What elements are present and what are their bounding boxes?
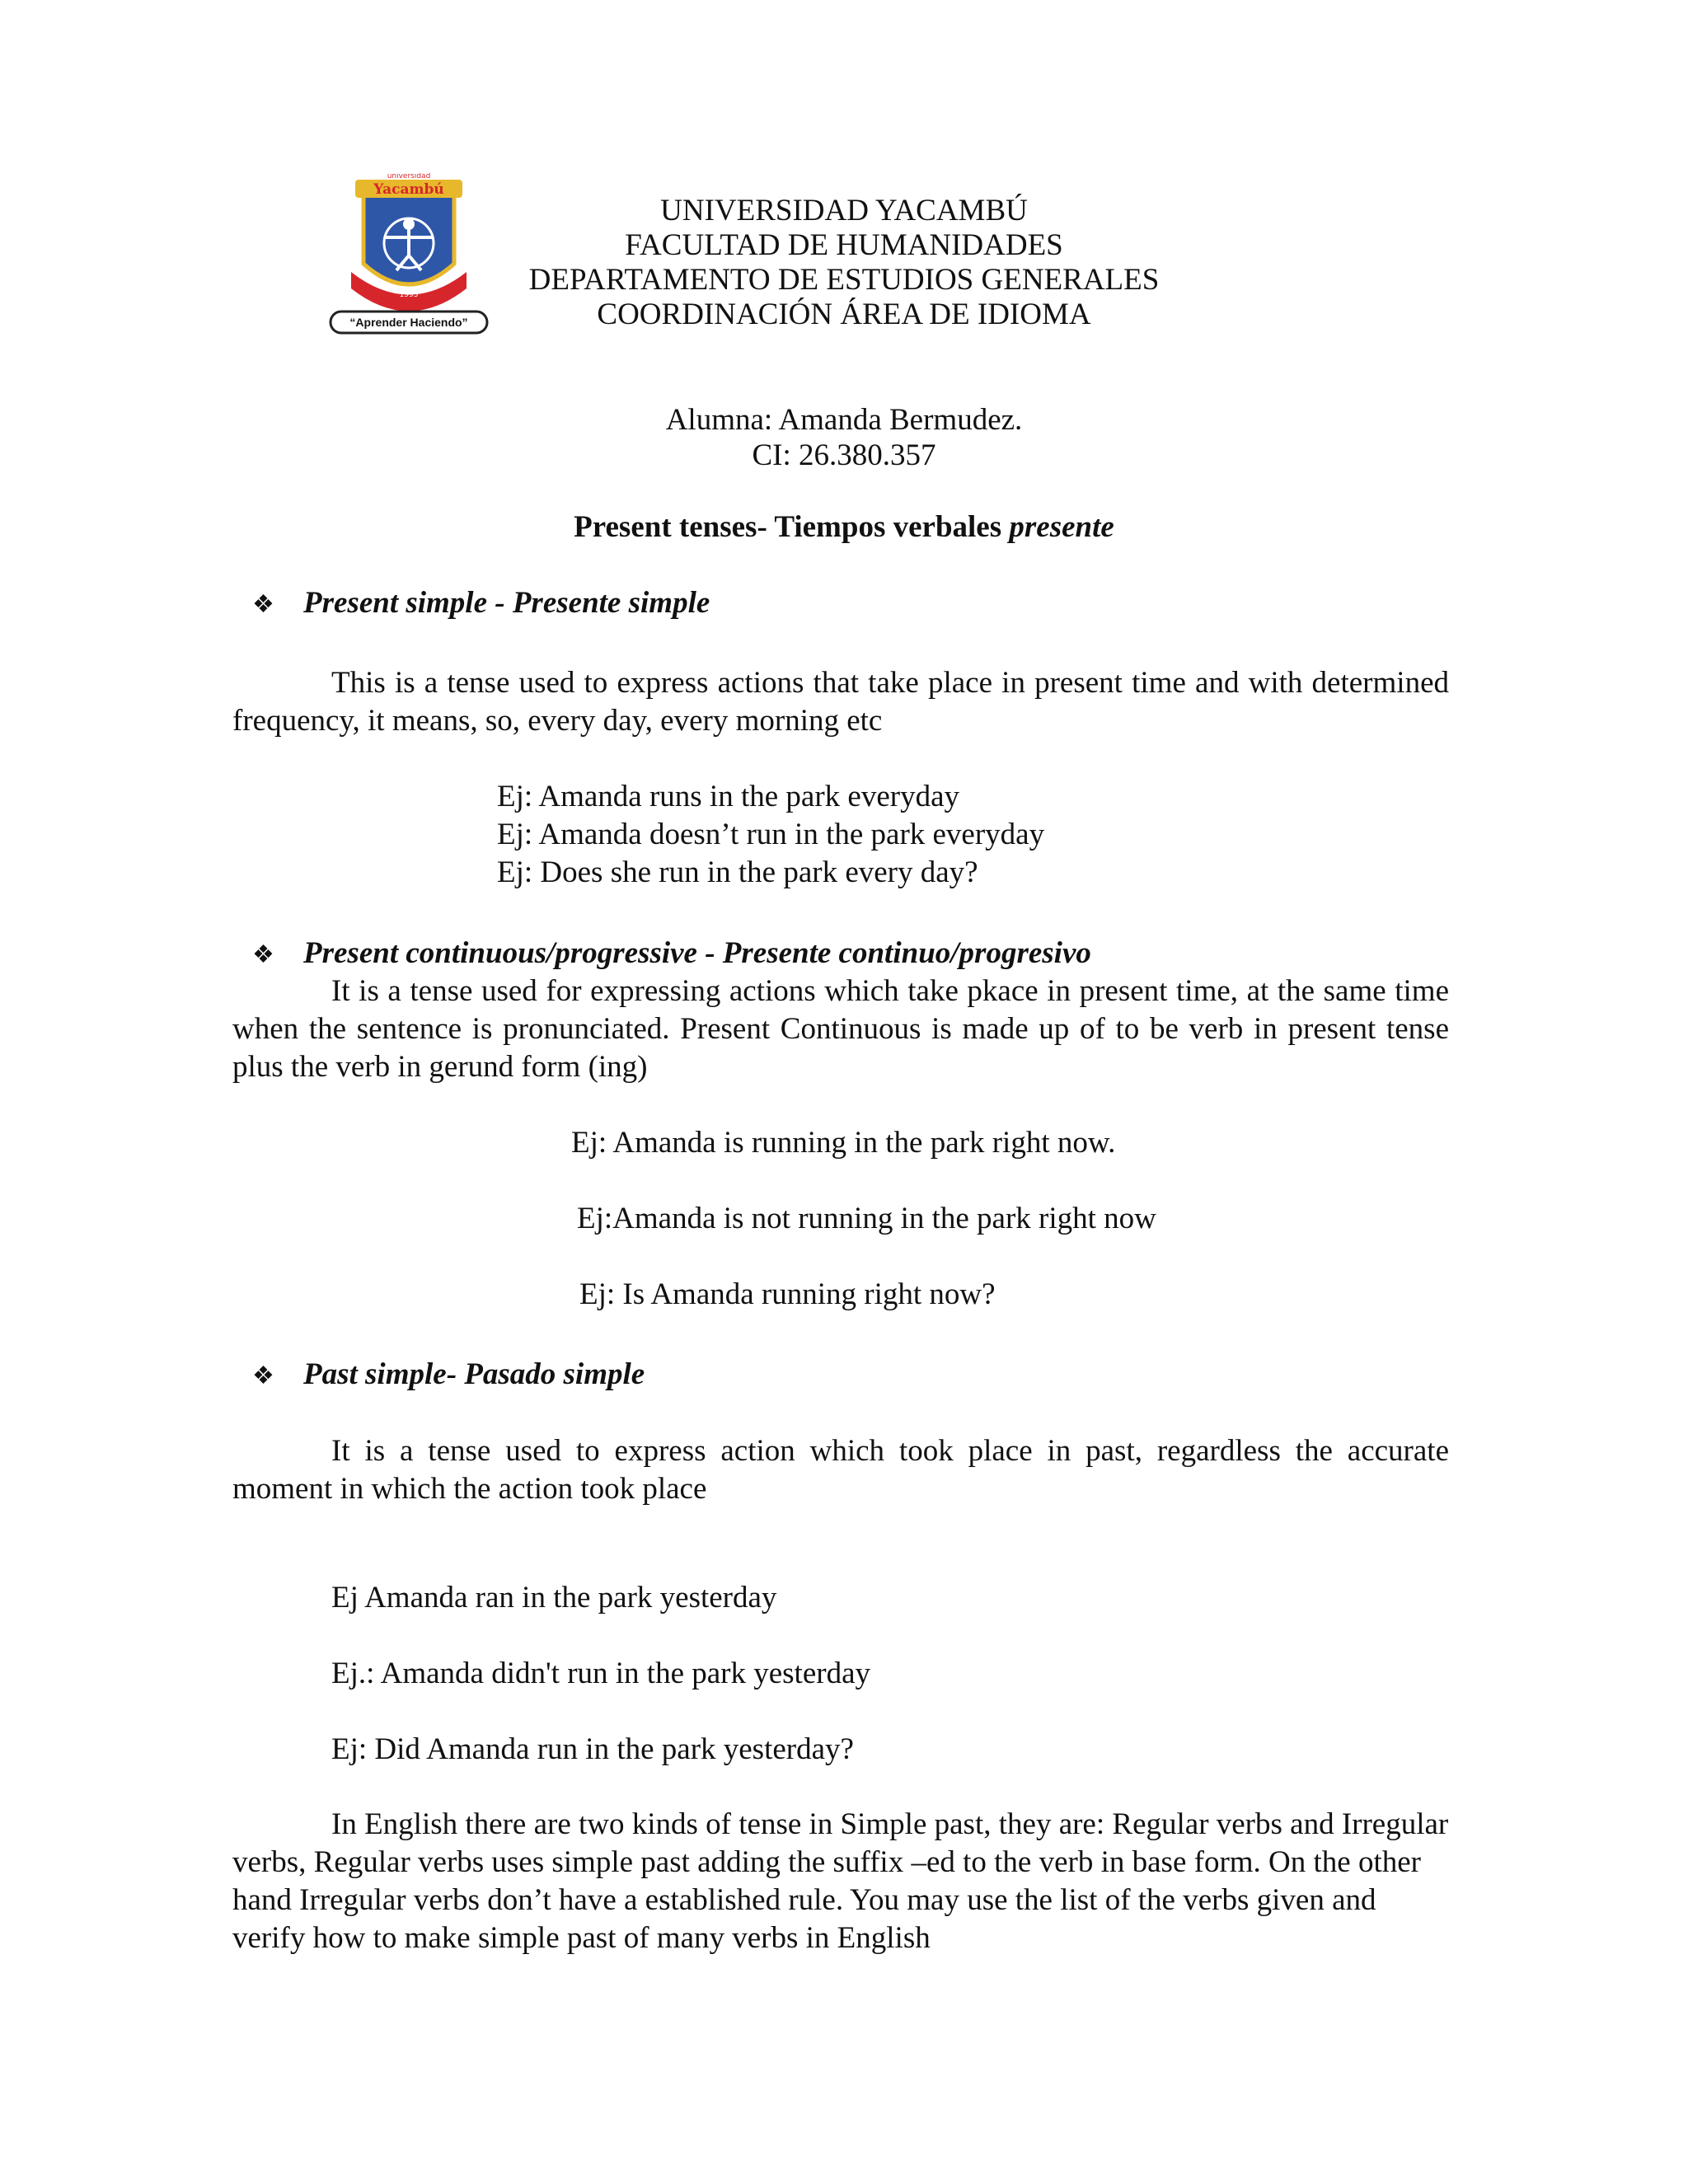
svg-text:1995: 1995 bbox=[399, 291, 419, 299]
example-past-simple-2: Ej.: Amanda didn't run in the park yesterday bbox=[331, 1657, 871, 1690]
header-line-university: UNIVERSIDAD YACAMBÚ bbox=[660, 194, 1028, 227]
example-present-simple-2: Ej: Amanda doesn’t run in the park everyday bbox=[497, 818, 1045, 851]
section-heading-past-simple: Past simple- Pasado simple bbox=[303, 1357, 645, 1391]
bullet-icon: ❖ bbox=[252, 941, 274, 968]
header-line-faculty: FACULTAD DE HUMANIDADES bbox=[625, 228, 1063, 262]
section-heading-present-simple: Present simple - Presente simple bbox=[303, 586, 710, 620]
svg-text:Yacambú: Yacambú bbox=[373, 181, 444, 198]
example-past-simple-1: Ej Amanda ran in the park yesterday bbox=[331, 1581, 777, 1615]
header-line-coordination: COORDINACIÓN ÁREA DE IDIOMA bbox=[597, 298, 1091, 331]
paragraph-present-simple: This is a tense used to express actions that take place in present time and with determined frequency, it means, so, every day, every morning etc bbox=[232, 666, 1449, 738]
section-heading-present-continuous: Present continuous/progressive - Presente continuo/progresivo bbox=[303, 936, 1091, 970]
paragraph-past-simple-closing: In English there are two kinds of tense in Simple past, they are: Regular verbs and Irregular verbs, Regular verbs uses simple past adding the suffix –ed to the verb in base form. On the other hand Irregular verbs don’t have a established rule. You may use the list of the verbs given and verify how to make simple past of many verbs in English bbox=[232, 1807, 1449, 1955]
logo-motto: “Aprender Haciendo” bbox=[349, 316, 468, 329]
svg-text:universidad: universidad bbox=[387, 173, 431, 180]
example-present-continuous-2: Ej:Amanda is not running in the park right now bbox=[577, 1202, 1156, 1235]
example-present-simple-1: Ej: Amanda runs in the park everyday bbox=[497, 780, 959, 813]
student-id: CI: 26.380.357 bbox=[752, 438, 936, 472]
student-name: Alumna: Amanda Bermudez. bbox=[665, 403, 1023, 437]
paragraph-present-continuous: It is a tense used for expressing actions which take pkace in present time, at the same time when the sentence is pronunciated. Present Continuous is made up of to be verb in present tense plus the verb in gerund form (ing) bbox=[232, 974, 1449, 1084]
bullet-icon: ❖ bbox=[252, 1362, 274, 1390]
paragraph-past-simple: It is a tense used to express action which took place in past, regardless the accurate moment in which the action took place bbox=[232, 1434, 1449, 1506]
example-present-continuous-1: Ej: Amanda is running in the park right now. bbox=[571, 1126, 1116, 1160]
bullet-icon: ❖ bbox=[252, 591, 274, 618]
example-present-continuous-3: Ej: Is Amanda running right now? bbox=[579, 1277, 996, 1311]
example-present-simple-3: Ej: Does she run in the park every day? bbox=[497, 855, 978, 889]
example-past-simple-3: Ej: Did Amanda run in the park yesterday? bbox=[331, 1732, 854, 1766]
header-line-department: DEPARTAMENTO DE ESTUDIOS GENERALES bbox=[528, 263, 1160, 297]
page-title: Present tenses- Tiempos verbales presente bbox=[574, 510, 1114, 544]
